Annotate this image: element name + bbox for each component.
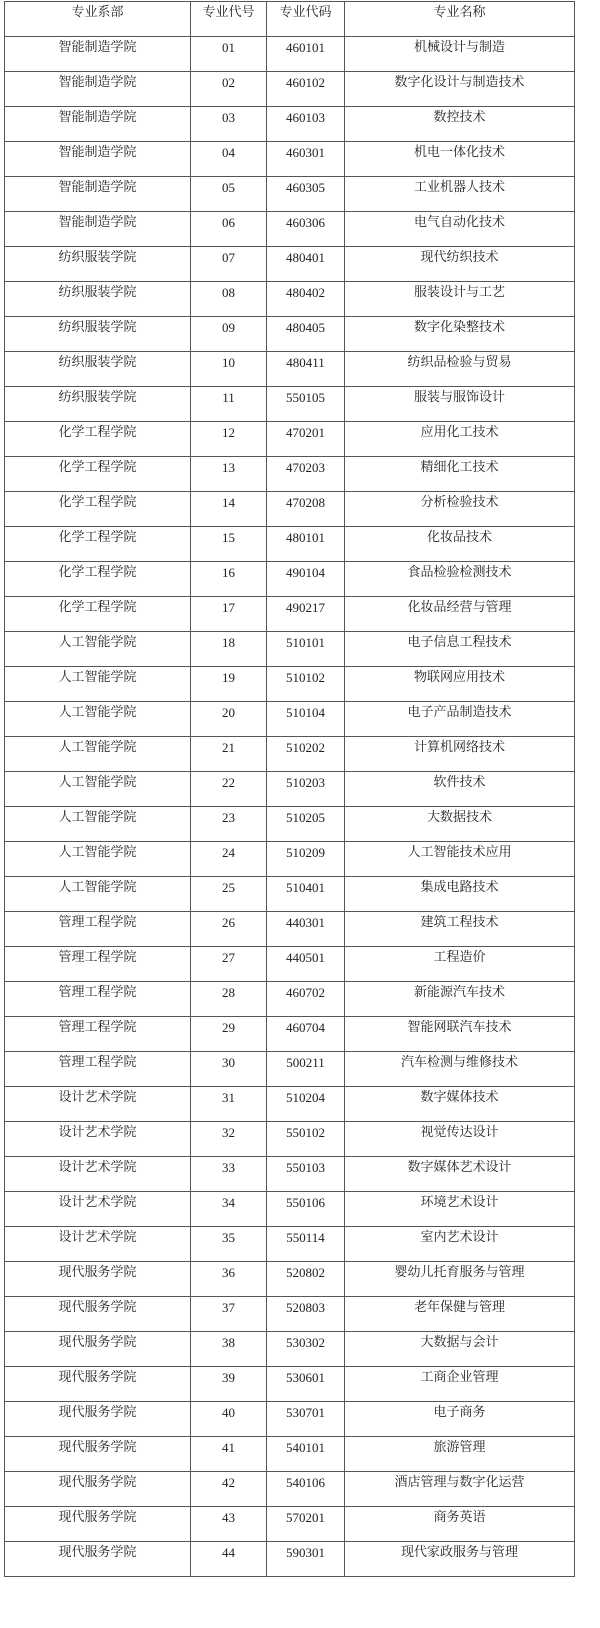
cell-major-code: 550114 [267,1227,345,1262]
cell-department: 设计艺术学院 [5,1227,191,1262]
cell-major-number: 20 [191,702,267,737]
cell-major-code: 480405 [267,317,345,352]
table-row [5,72,575,107]
cell-major-number: 24 [191,842,267,877]
cell-major-number: 12 [191,422,267,457]
cell-major-name: 集成电路技术 [345,877,575,912]
cell-department: 化学工程学院 [5,527,191,562]
cell-department: 纺织服装学院 [5,282,191,317]
cell-department: 人工智能学院 [5,737,191,772]
cell-department: 设计艺术学院 [5,1192,191,1227]
cell-major-number: 09 [191,317,267,352]
cell-department: 纺织服装学院 [5,317,191,352]
cell-major-name: 现代纺织技术 [345,247,575,282]
cell-major-code: 500211 [267,1052,345,1087]
cell-major-number: 13 [191,457,267,492]
cell-major-name: 婴幼儿托育服务与管理 [345,1262,575,1297]
cell-major-code: 440501 [267,947,345,982]
cell-department: 人工智能学院 [5,667,191,702]
table-row [5,1157,575,1192]
cell-major-number: 02 [191,72,267,107]
cell-major-code: 550102 [267,1122,345,1157]
cell-major-number: 41 [191,1437,267,1472]
cell-major-code: 550105 [267,387,345,422]
table-row [5,387,575,422]
table-row [5,1227,575,1262]
cell-department: 人工智能学院 [5,807,191,842]
table-row [5,1367,575,1402]
cell-major-number: 10 [191,352,267,387]
cell-major-code: 460306 [267,212,345,247]
cell-major-number: 44 [191,1542,267,1577]
cell-major-code: 520802 [267,1262,345,1297]
cell-department: 现代服务学院 [5,1437,191,1472]
table-row [5,37,575,72]
cell-major-number: 25 [191,877,267,912]
cell-major-number: 33 [191,1157,267,1192]
cell-major-code: 510203 [267,772,345,807]
cell-major-code: 510204 [267,1087,345,1122]
cell-major-name: 旅游管理 [345,1437,575,1472]
header-major-number: 专业代号 [191,2,267,37]
header-department: 专业系部 [5,2,191,37]
cell-department: 纺织服装学院 [5,387,191,422]
table-row [5,947,575,982]
cell-department: 管理工程学院 [5,912,191,947]
cell-department: 现代服务学院 [5,1332,191,1367]
cell-department: 现代服务学院 [5,1507,191,1542]
cell-major-name: 酒店管理与数字化运营 [345,1472,575,1507]
header-major-code: 专业代码 [267,2,345,37]
cell-major-name: 数字媒体技术 [345,1087,575,1122]
cell-major-name: 新能源汽车技术 [345,982,575,1017]
cell-major-name: 计算机网络技术 [345,737,575,772]
cell-major-number: 37 [191,1297,267,1332]
table-row [5,1087,575,1122]
table-row [5,422,575,457]
cell-department: 纺织服装学院 [5,352,191,387]
cell-major-code: 460103 [267,107,345,142]
majors-table [4,1,575,1577]
cell-department: 现代服务学院 [5,1542,191,1577]
table-row [5,562,575,597]
cell-department: 管理工程学院 [5,1017,191,1052]
table-body [5,37,575,1577]
cell-major-name: 工业机器人技术 [345,177,575,212]
cell-department: 设计艺术学院 [5,1157,191,1192]
cell-major-number: 16 [191,562,267,597]
table-row [5,247,575,282]
cell-major-code: 550103 [267,1157,345,1192]
table-row [5,492,575,527]
table-row [5,1122,575,1157]
table-row [5,632,575,667]
cell-major-name: 电子信息工程技术 [345,632,575,667]
cell-department: 管理工程学院 [5,1052,191,1087]
cell-department: 人工智能学院 [5,772,191,807]
table-row [5,982,575,1017]
cell-department: 设计艺术学院 [5,1122,191,1157]
table-row [5,1402,575,1437]
cell-major-code: 510401 [267,877,345,912]
cell-department: 现代服务学院 [5,1262,191,1297]
cell-major-code: 490217 [267,597,345,632]
cell-major-code: 470208 [267,492,345,527]
table-row [5,1052,575,1087]
cell-major-code: 470203 [267,457,345,492]
cell-major-code: 510209 [267,842,345,877]
cell-major-number: 38 [191,1332,267,1367]
cell-major-number: 30 [191,1052,267,1087]
header-row [5,2,575,37]
cell-department: 现代服务学院 [5,1297,191,1332]
cell-major-number: 08 [191,282,267,317]
cell-major-name: 数字化设计与制造技术 [345,72,575,107]
cell-major-number: 35 [191,1227,267,1262]
cell-major-name: 机械设计与制造 [345,37,575,72]
cell-major-code: 510205 [267,807,345,842]
cell-major-code: 510102 [267,667,345,702]
cell-major-code: 470201 [267,422,345,457]
cell-major-name: 室内艺术设计 [345,1227,575,1262]
cell-major-number: 07 [191,247,267,282]
cell-department: 智能制造学院 [5,37,191,72]
cell-department: 管理工程学院 [5,947,191,982]
cell-major-number: 05 [191,177,267,212]
cell-major-number: 42 [191,1472,267,1507]
cell-major-number: 04 [191,142,267,177]
cell-major-number: 32 [191,1122,267,1157]
cell-major-code: 530601 [267,1367,345,1402]
cell-major-number: 36 [191,1262,267,1297]
cell-department: 人工智能学院 [5,842,191,877]
cell-major-name: 精细化工技术 [345,457,575,492]
cell-major-code: 550106 [267,1192,345,1227]
cell-major-code: 510104 [267,702,345,737]
table-row [5,807,575,842]
table-row [5,282,575,317]
cell-major-name: 现代家政服务与管理 [345,1542,575,1577]
cell-major-name: 化妆品经营与管理 [345,597,575,632]
table-row [5,527,575,562]
cell-major-code: 480101 [267,527,345,562]
cell-major-name: 服装设计与工艺 [345,282,575,317]
table-row [5,317,575,352]
cell-major-name: 大数据技术 [345,807,575,842]
cell-major-name: 数字化染整技术 [345,317,575,352]
cell-department: 智能制造学院 [5,107,191,142]
cell-department: 纺织服装学院 [5,247,191,282]
cell-major-code: 570201 [267,1507,345,1542]
table-row [5,737,575,772]
cell-major-number: 26 [191,912,267,947]
table-header [5,2,575,37]
cell-department: 化学工程学院 [5,562,191,597]
cell-major-code: 510202 [267,737,345,772]
cell-department: 人工智能学院 [5,702,191,737]
cell-major-code: 460102 [267,72,345,107]
cell-major-code: 460305 [267,177,345,212]
table-row [5,842,575,877]
table-row [5,1472,575,1507]
cell-major-name: 建筑工程技术 [345,912,575,947]
cell-major-code: 460704 [267,1017,345,1052]
cell-major-code: 530701 [267,1402,345,1437]
table-row [5,1017,575,1052]
cell-department: 化学工程学院 [5,457,191,492]
cell-department: 化学工程学院 [5,422,191,457]
cell-major-name: 机电一体化技术 [345,142,575,177]
cell-major-name: 服装与服饰设计 [345,387,575,422]
cell-major-name: 应用化工技术 [345,422,575,457]
table-row [5,1507,575,1542]
table-row [5,597,575,632]
cell-major-number: 18 [191,632,267,667]
cell-major-code: 460101 [267,37,345,72]
table-row [5,667,575,702]
cell-major-name: 数字媒体艺术设计 [345,1157,575,1192]
table-row [5,457,575,492]
table-row [5,142,575,177]
table-row [5,1262,575,1297]
cell-major-code: 490104 [267,562,345,597]
cell-department: 智能制造学院 [5,177,191,212]
cell-major-name: 化妆品技术 [345,527,575,562]
cell-major-number: 03 [191,107,267,142]
table-row [5,177,575,212]
cell-major-number: 34 [191,1192,267,1227]
cell-major-name: 电气自动化技术 [345,212,575,247]
table-row [5,212,575,247]
cell-major-name: 食品检验检测技术 [345,562,575,597]
cell-major-name: 分析检验技术 [345,492,575,527]
cell-major-code: 480402 [267,282,345,317]
cell-major-name: 视觉传达设计 [345,1122,575,1157]
cell-major-name: 软件技术 [345,772,575,807]
table-row [5,1297,575,1332]
table-row [5,912,575,947]
cell-major-name: 老年保健与管理 [345,1297,575,1332]
cell-major-name: 智能网联汽车技术 [345,1017,575,1052]
cell-major-name: 物联网应用技术 [345,667,575,702]
table-row [5,772,575,807]
cell-major-code: 460301 [267,142,345,177]
cell-major-number: 21 [191,737,267,772]
cell-major-number: 11 [191,387,267,422]
cell-department: 现代服务学院 [5,1367,191,1402]
cell-major-name: 工商企业管理 [345,1367,575,1402]
cell-major-number: 17 [191,597,267,632]
cell-major-name: 人工智能技术应用 [345,842,575,877]
cell-major-number: 43 [191,1507,267,1542]
cell-major-number: 31 [191,1087,267,1122]
cell-department: 智能制造学院 [5,212,191,247]
cell-major-code: 540106 [267,1472,345,1507]
table-row [5,107,575,142]
cell-department: 现代服务学院 [5,1472,191,1507]
cell-major-number: 29 [191,1017,267,1052]
cell-major-number: 01 [191,37,267,72]
cell-major-code: 440301 [267,912,345,947]
cell-department: 管理工程学院 [5,982,191,1017]
table-row [5,877,575,912]
cell-department: 设计艺术学院 [5,1087,191,1122]
cell-major-number: 15 [191,527,267,562]
cell-major-number: 06 [191,212,267,247]
cell-major-number: 27 [191,947,267,982]
cell-major-number: 19 [191,667,267,702]
cell-major-name: 汽车检测与维修技术 [345,1052,575,1087]
cell-major-number: 28 [191,982,267,1017]
majors-table-container [4,1,574,1577]
cell-department: 现代服务学院 [5,1402,191,1437]
cell-department: 化学工程学院 [5,597,191,632]
cell-major-name: 电子产品制造技术 [345,702,575,737]
cell-major-name: 电子商务 [345,1402,575,1437]
cell-major-code: 460702 [267,982,345,1017]
cell-major-name: 数控技术 [345,107,575,142]
header-major-name: 专业名称 [345,2,575,37]
table-row [5,352,575,387]
cell-major-code: 530302 [267,1332,345,1367]
cell-major-code: 590301 [267,1542,345,1577]
cell-department: 人工智能学院 [5,632,191,667]
cell-major-code: 480401 [267,247,345,282]
cell-major-number: 23 [191,807,267,842]
cell-department: 化学工程学院 [5,492,191,527]
table-row [5,1332,575,1367]
cell-major-name: 纺织品检验与贸易 [345,352,575,387]
cell-department: 人工智能学院 [5,877,191,912]
table-row [5,1542,575,1577]
cell-major-code: 510101 [267,632,345,667]
table-row [5,1437,575,1472]
cell-major-number: 14 [191,492,267,527]
cell-major-number: 22 [191,772,267,807]
cell-major-code: 540101 [267,1437,345,1472]
cell-major-number: 39 [191,1367,267,1402]
table-row [5,1192,575,1227]
table-row [5,702,575,737]
cell-department: 智能制造学院 [5,72,191,107]
cell-major-name: 大数据与会计 [345,1332,575,1367]
cell-major-name: 环境艺术设计 [345,1192,575,1227]
cell-major-number: 40 [191,1402,267,1437]
cell-major-name: 工程造价 [345,947,575,982]
cell-major-code: 480411 [267,352,345,387]
cell-department: 智能制造学院 [5,142,191,177]
cell-major-code: 520803 [267,1297,345,1332]
cell-major-name: 商务英语 [345,1507,575,1542]
